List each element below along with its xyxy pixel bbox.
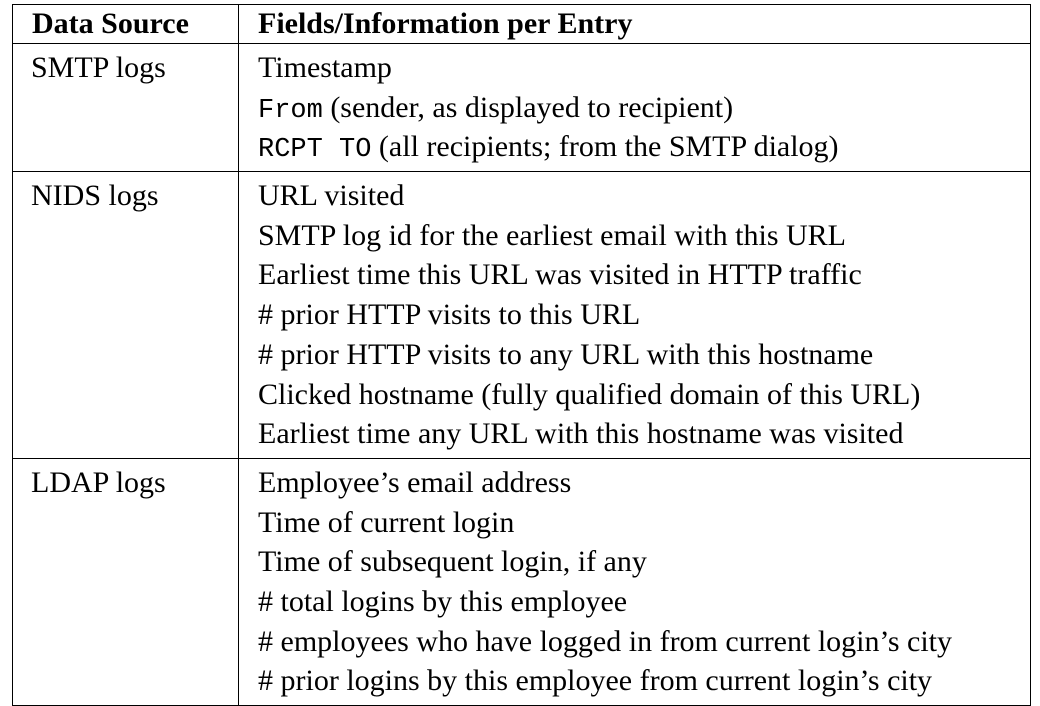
field-line — [258, 127, 1020, 167]
fields-cell — [239, 172, 1031, 459]
data-sources-table — [12, 4, 1031, 706]
table-row-nids — [13, 172, 1031, 459]
table-body — [13, 44, 1031, 706]
table-header — [13, 5, 1031, 44]
source-cell — [13, 44, 239, 172]
header-data-source: Data Source — [13, 5, 239, 44]
field-line: Earliest time any URL with this hostname was visited — [258, 417, 904, 451]
header-fields: Fields/Information per Entry — [239, 5, 1031, 44]
field-code: RCPT TO — [258, 135, 372, 166]
source-label: LDAP logs — [31, 465, 166, 499]
fields-cell — [239, 458, 1031, 705]
field-line: Earliest time this URL was visited in HTTP traffic — [258, 258, 862, 292]
field-line: # prior HTTP visits to this URL — [258, 298, 641, 332]
field-text: Timestamp — [258, 51, 392, 84]
field-line: Clicked hostname (fully qualified domain of this URL) — [258, 377, 921, 411]
source-cell — [13, 172, 239, 459]
field-line: # prior logins by this employee from current login’s city — [258, 664, 933, 698]
field-line — [258, 48, 1020, 88]
source-cell — [13, 458, 239, 705]
field-line: SMTP log id for the earliest email with this URL — [258, 218, 846, 252]
field-line: Employee’s email address — [258, 465, 572, 499]
field-line: # prior HTTP visits to any URL with this hostname — [258, 337, 874, 371]
field-code: From — [258, 95, 323, 126]
source-label: NIDS logs — [31, 179, 159, 213]
field-line: URL visited — [258, 179, 405, 213]
field-line — [258, 88, 1020, 128]
table-row-smtp — [13, 44, 1031, 172]
field-text: (all recipients; from the SMTP dialog) — [371, 130, 839, 164]
source-label: SMTP logs — [31, 51, 166, 84]
field-text: (sender, as displayed to recipient) — [322, 90, 734, 124]
field-line: Time of current login — [258, 505, 515, 539]
fields-cell — [239, 44, 1031, 172]
header-row — [13, 5, 1031, 44]
field-line: Time of subsequent login, if any — [258, 545, 647, 579]
table-row-ldap — [13, 458, 1031, 705]
field-line: # total logins by this employee — [258, 584, 628, 618]
field-line: # employees who have logged in from current login’s city — [258, 624, 952, 658]
